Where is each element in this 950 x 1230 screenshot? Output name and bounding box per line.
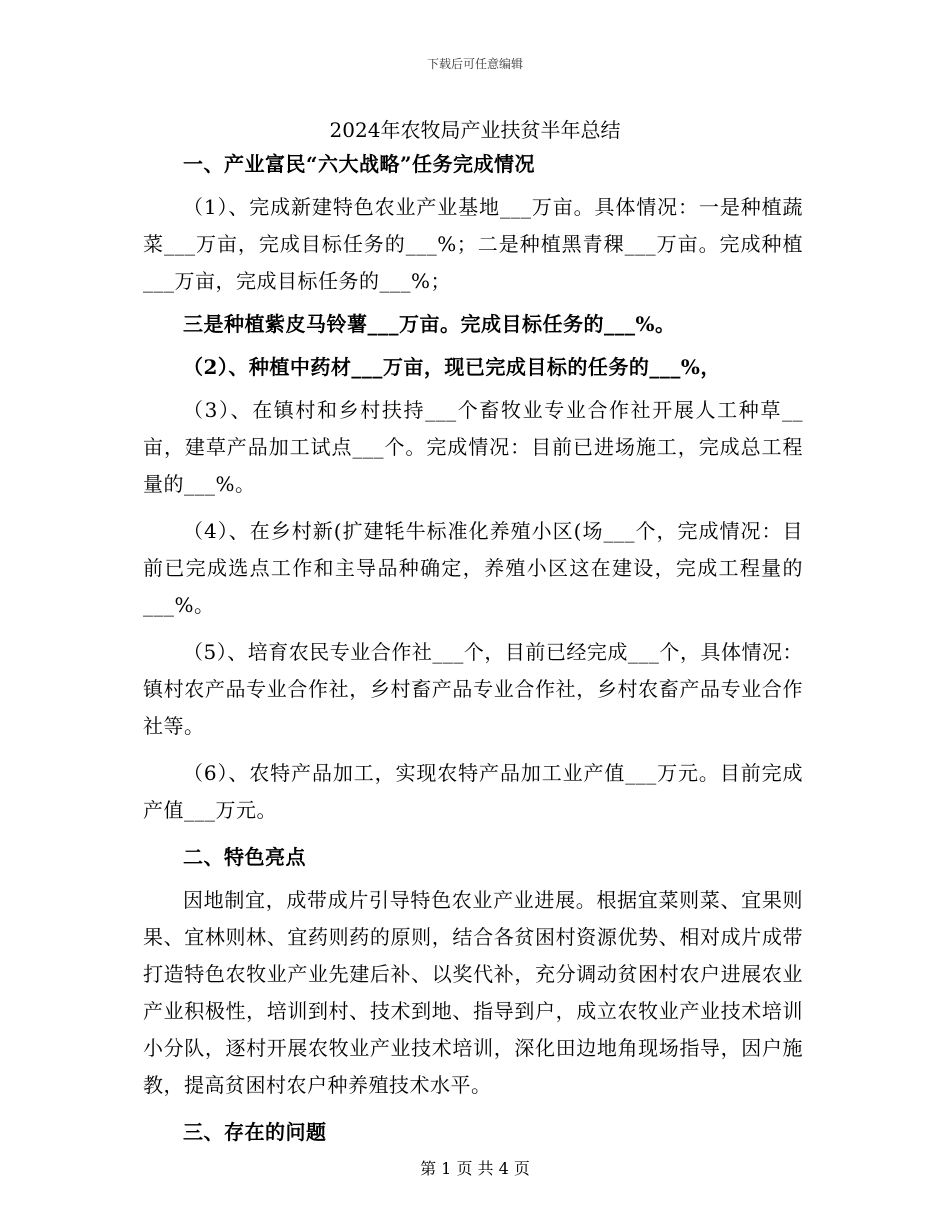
page-header: 下载后可任意编辑 <box>426 57 523 71</box>
section-1-paragraph-4: （4）、在乡村新(扩建牦牛标准化养殖小区(场___个，完成情况：目前已完成选点工作和主导品种确定，养殖小区这在建设，完成工程量的___%。 <box>143 519 803 617</box>
section-2-paragraph-1: 因地制宜，成带成片引导特色农业产业进展。根据宜菜则菜、宜果则果、宜林则林、宜药则药的原则，结合各贫困村资源优势、相对成片成带打造特色农牧业产业先建后补、以奖代补，充分调动贫困村农户进展农业产业积极性，培训到村、技术到地、指导到户，成立农牧业产业技术培训小分队，逐村开展农牧业产业技术培训，深化田边地角现场指导，因户施教，提高贫困村农户种养殖技术水平。 <box>143 888 803 1097</box>
section-1-paragraph-1: （1）、完成新建特色农业产业基地___万亩。具体情况：一是种植蔬菜___万亩，完成目标任务的___%；二是种植黑青稞___万亩。完成种植___万亩，完成目标任务的___%； <box>143 195 803 293</box>
section-1-paragraph-6: （6）、农特产品加工，实现农特产品加工业产值___万元。目前完成产值___万元。 <box>143 761 803 822</box>
section-1-paragraph-3: （3）、在镇村和乡村扶持___个畜牧业专业合作社开展人工种草__亩，建草产品加工试点___个。完成情况：目前已进场施工，完成总工程量的___%。 <box>143 398 803 496</box>
section-1-paragraph-1b: 三是种植紫皮马铃薯___万亩。完成目标任务的___%。 <box>183 312 676 336</box>
section-3-heading: 三、存在的问题 <box>183 1120 327 1144</box>
section-1-heading: 一、产业富民“六大战略”任务完成情况 <box>183 152 536 176</box>
document-title: 2024年农牧局产业扶贫半年总结 <box>329 118 621 142</box>
document-body <box>143 146 803 1151</box>
section-2-heading: 二、特色亮点 <box>183 845 306 869</box>
section-1-paragraph-2: （2）、种植中药材___万亩，现已完成目标的任务的___%， <box>183 355 721 379</box>
section-1-paragraph-5: （5）、培育农民专业合作社___个，目前已经完成___个，具体情况：镇村农产品专业合作社，乡村畜产品专业合作社，乡村农畜产品专业合作社等。 <box>143 640 803 738</box>
page-footer: 第 1 页 共 4 页 <box>420 1159 530 1178</box>
